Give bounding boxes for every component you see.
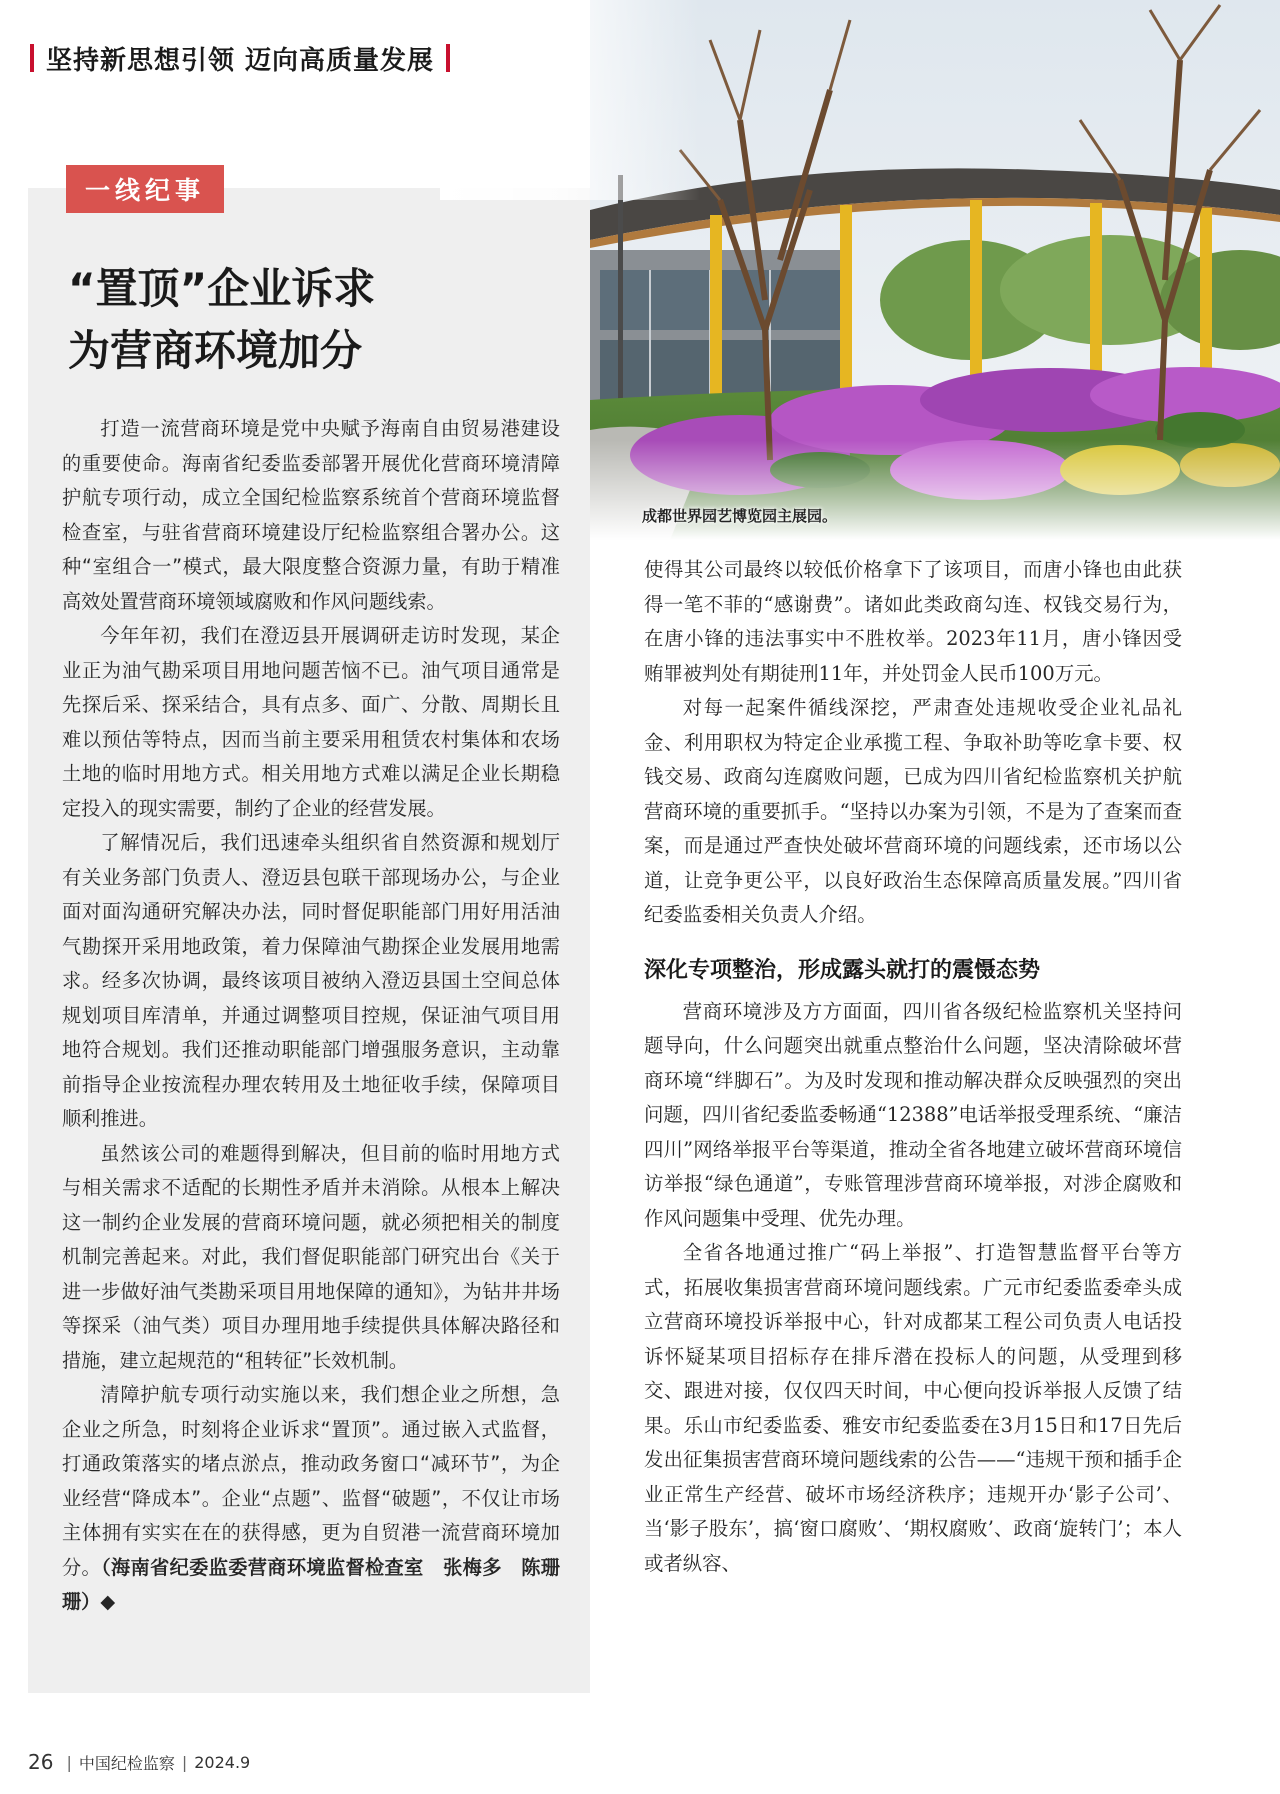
left-paragraph-4: 虽然该公司的难题得到解决，但目前的临时用地方式与相关需求不适配的长期性矛盾并未消除。从根本上解决这一制约企业发展的营商环境问题，就必须把相关的制度机制完善起来。对此，我们督促职能部门研究出台《关于进一步做好油气类勘采项目用地保障的通知》，为钻井井场等探采（油气类）项目办理用地手续提供具体解决路径和措施，建立起规范的“租转征”长效机制。 (62, 1141, 560, 1372)
header-title: 坚持新思想引领 迈向高质量发展 (46, 45, 435, 76)
header-bar-left (30, 44, 34, 72)
article-title (68, 258, 568, 382)
issue-number: 2024.9 (194, 1752, 251, 1772)
article-title-line-1: “置顶”企业诉求 (68, 264, 376, 313)
left-paragraph-5 (62, 1378, 560, 1620)
photo-fade (440, 0, 700, 200)
left-paragraph-5-text: 清障护航专项行动实施以来，我们想企业之所想，急企业之所急，时刻将企业诉求“置顶”。通过嵌入式监督，打通政策落实的堵点淤点，推动政务窗口“减环节”，为企业经营“降成本”。企业“点题”、监督“破题”，不仅让市场主体拥有实实在在的获得感，更为自贸港一流营商环境加分。 (62, 1383, 560, 1579)
left-column (62, 412, 560, 1620)
left-paragraph-1: 打造一流营商环境是党中央赋予海南自由贸易港建设的重要使命。海南省纪委监委部署开展优化营商环境清障护航专项行动，成立全国纪检监察系统首个营商环境监督检查室，与驻省营商环境建设厅纪检监察组合署办公。这种“室组合一”模式，最大限度整合资源力量，有助于精准高效处置营商环境领域腐败和作风问题线索。 (62, 417, 560, 613)
header-bar-right (446, 44, 450, 72)
page-footer (28, 1750, 250, 1774)
magazine-name: 中国纪检监察 (78, 1753, 175, 1773)
running-header (30, 38, 450, 78)
page-number: 26 (28, 1750, 54, 1774)
right-paragraph-4: 全省各地通过推广“码上举报”、打造智慧监督平台等方式，拓展收集损害营商环境问题线索。广元市纪委监委牵头成立营商环境投诉举报中心，针对成都某工程公司负责人电话投诉怀疑某项目招标存在排斥潜在投标人的问题，从受理到移交、跟进对接，仅仅四天时间，中心便向投诉举报人反馈了结果。乐山市纪委监委、雅安市纪委监委在3月15日和17日先后发出征集损害营商环境问题线索的公告——“违规干预和插手企业正常生产经营、破坏市场经济秩序；违规开办‘影子公司’、当‘影子股东’，搞‘窗口腐败’、‘期权腐败’、政商‘旋转门’；本人或者纵容、 (644, 1241, 1182, 1575)
footer-separator-2: | (181, 1752, 188, 1772)
right-paragraph-2: 对每一起案件循线深挖，严肃查处违规收受企业礼品礼金、利用职权为特定企业承揽工程、争取补助等吃拿卡要、权钱交易、政商勾连腐败问题，已成为四川省纪检监察机关护航营商环境的重要抓手。“坚持以办案为引领，不是为了查案而查案，而是通过严查快处破坏营商环境的问题线索，还市场以公道，让竞争更公平，以良好政治生态保障高质量发展。”四川省纪委监委相关负责人介绍。 (644, 696, 1182, 926)
right-column (644, 553, 1182, 1581)
left-paragraph-3: 了解情况后，我们迅速牵头组织省自然资源和规划厅有关业务部门负责人、澄迈县包联干部现场办公，与企业面对面沟通研究解决办法，同时督促职能部门用好用活油气勘探开采用地政策，着力保障油气勘探企业发展用地需求。经多次协调，最终该项目被纳入澄迈县国土空间总体规划项目库清单，并通过调整项目控规，保证油气项目用地符合规划。我们还推动职能部门增强服务意识，主动靠前指导企业按流程办理农转用及土地征收手续，保障项目顺利推进。 (62, 831, 560, 1130)
photo-caption: 成都世界园艺博览园主展园。 (642, 507, 838, 525)
right-paragraph-1: 使得其公司最终以较低价格拿下了该项目，而唐小锋也由此获得一笔不菲的“感谢费”。诸如此类政商勾连、权钱交易行为，在唐小锋的违法事实中不胜枚举。2023年11月，唐小锋因受贿罪被判处有期徒刑11年，并处罚金人民币100万元。 (644, 558, 1182, 685)
author-byline: （海南省纪委监委营商环境监督检查室 张梅多 陈珊珊）◆ (62, 1555, 560, 1613)
footer-separator: | (66, 1752, 72, 1772)
section-subheading: 深化专项整治，形成露头就打的震慑态势 (644, 957, 1041, 983)
right-paragraph-3: 营商环境涉及方方面面，四川省各级纪检监察机关坚持问题导向，什么问题突出就重点整治什么问题，坚决清除破坏营商环境“绊脚石”。为及时发现和推动解决群众反映强烈的突出问题，四川省纪委监委畅通“12388”电话举报受理系统、“廉洁四川”网络举报平台等渠道，推动全省各地建立破坏营商环境信访举报“绿色通道”，专账管理涉营商环境举报，对涉企腐败和作风问题集中受理、优先办理。 (644, 999, 1182, 1230)
article-title-line-2: 为营商环境加分 (68, 326, 363, 375)
section-tag: 一线纪事 (66, 165, 224, 213)
left-paragraph-2: 今年年初，我们在澄迈县开展调研走访时发现，某企业正为油气勘采项目用地问题苦恼不已。油气项目通常是先探后采、探采结合，具有点多、面广、分散、周期长且难以预估等特点，因而当前主要采用租赁农村集体和农场土地的临时用地方式。相关用地方式难以满足企业长期稳定投入的现实需要，制约了企业的经营发展。 (62, 624, 560, 820)
